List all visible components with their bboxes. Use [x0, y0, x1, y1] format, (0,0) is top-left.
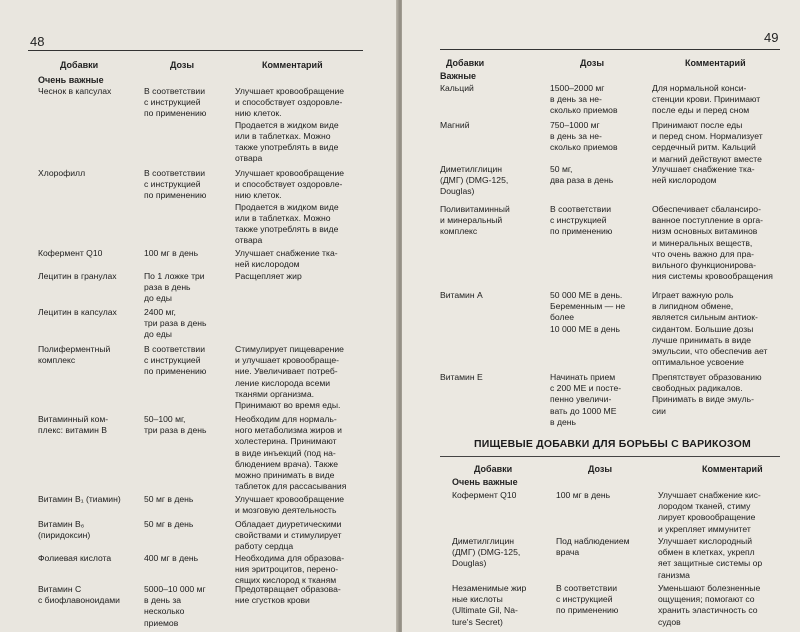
comment-cell: Улучшает снабжение тка- ней кислородом [652, 164, 755, 186]
comment-cell: Препятствует образованию свободных радикалов. Принимать в виде эмуль- сии [652, 372, 762, 416]
supplement-cell: Витамин E [440, 372, 483, 382]
supplement-cell: Витамин B₁ (тиамин) [38, 494, 121, 504]
supplement-cell: Лецитин в капсулах [38, 307, 117, 317]
header-rule [440, 49, 780, 50]
supplement-cell: Витамин A [440, 290, 483, 300]
supplement-cell: Полиферментный комплекс [38, 344, 111, 366]
category-caption: Очень важные [452, 477, 518, 487]
page-number: 49 [764, 30, 779, 45]
supplement-cell: Лецитин в гранулах [38, 271, 117, 281]
supplement-cell: Витамин C с биофлавоноидами [38, 584, 120, 606]
dose-cell: В соответствии с инструкцией по применению [144, 86, 207, 119]
section-rule [440, 456, 780, 457]
column-header-comment: Комментарий [702, 464, 763, 474]
supplement-cell: Кофермент Q10 [38, 248, 103, 258]
section-title: ПИЩЕВЫЕ ДОБАВКИ ДЛЯ БОРЬБЫ С ВАРИКОЗОМ [474, 438, 751, 450]
supplement-cell: Диметилглицин (ДМГ) (DMG-125, Douglas) [440, 164, 509, 197]
supplement-cell: Хлорофилл [38, 168, 86, 178]
page-number: 48 [30, 34, 45, 49]
right-page [402, 0, 800, 632]
header-rule [28, 50, 363, 51]
comment-cell: Улучшает кислородный обмен в клетках, укрепл яет защитные системы ор ганизма [658, 536, 763, 580]
dose-cell: 100 мг в день [556, 490, 611, 500]
comment-cell: Обладает диуретическими свойствами и стимулирует работу сердца [235, 519, 342, 552]
dose-cell: Начинать прием с 200 МЕ и посте- пенно увеличи- вать до 1000 МЕ в день [550, 372, 622, 427]
comment-cell: Необходим для нормаль- ного метаболизма жиров и холестерина. Принимают в виде инъекций (под на- блюдением врача). Также можно принимать в виде таблеток для рассасывания [235, 414, 347, 492]
supplement-cell: Витаминный ком- плекс: витамин B [38, 414, 109, 436]
supplement-cell: Витамин B₆ (пиридоксин) [38, 519, 91, 541]
comment-cell: Улучшает кровообращение и способствует оздоровле- нию клеток. Продается в жидком виде или в таблетках. Можно также употреблять в виде отвара [235, 86, 345, 164]
dose-cell: 50 мг в день [144, 494, 194, 504]
dose-cell: 100 мг в день [144, 248, 199, 258]
column-header-dose: Дозы [170, 60, 195, 70]
comment-cell: Расщепляет жир [235, 271, 302, 281]
dose-cell: 400 мг в день [144, 553, 199, 563]
comment-cell: Улучшает кровообращение и мозговую деятельность [235, 494, 345, 516]
column-header-supplement: Добавки [474, 464, 513, 474]
comment-cell: Играет важную роль в липидном обмене, является сильным антиок- сидантом. Большие дозы лучше принимать в виде эмульсии, что обеспечив ает оптимальное усвоение [652, 290, 768, 368]
comment-cell: Улучшает кровообращение и способствует оздоровле- нию клеток. Продается в жидком виде или в таблетках. Можно также употреблять в виде отвара [235, 168, 345, 246]
dose-cell: 5000–10 000 мг в день за несколько приемов [144, 584, 206, 628]
comment-cell: Обеспечивает сбалансиро- ванное поступление в орга- низм основных витаминов и минеральных веществ, что очень важно для пра- вильного функционирова- ния системы кровообращения [652, 204, 773, 282]
comment-cell: Улучшает снабжение тка- ней кислородом [235, 248, 338, 270]
column-header-supplement: Добавки [60, 60, 99, 70]
supplement-cell: Кофермент Q10 [452, 490, 517, 500]
comment-cell: Для нормальной конси- стенции крови. Принимают после еды и перед сном [652, 83, 761, 116]
comment-cell: Уменьшают болезненные ощущения; помогают со хранить эластичность со судов [658, 583, 761, 627]
left-page [0, 0, 398, 632]
supplement-cell: Кальций [440, 83, 474, 93]
dose-cell: Под наблюдением врача [556, 536, 630, 558]
dose-cell: По 1 ложке три раза в день до еды [144, 271, 205, 304]
column-header-dose: Дозы [588, 464, 613, 474]
category-caption: Очень важные [38, 75, 104, 85]
dose-cell: 750–1000 мг в день за не- сколько приемов [550, 120, 618, 153]
column-header-supplement: Добавки [446, 58, 485, 68]
comment-cell: Принимают после еды и перед сном. Нормализует сердечный ритм. Кальций и магний действуют вместе [652, 120, 763, 164]
column-header-comment: Комментарий [685, 58, 746, 68]
supplement-cell: Поливитаминный и минеральный комплекс [440, 204, 510, 237]
comment-cell: Необходима для образова- ния эритроцитов, перено- сящих кислород к тканям [235, 553, 345, 586]
supplement-cell: Незаменимые жир ные кислоты (Ultimate Gil, Na- ture's Secret) [452, 583, 527, 627]
column-header-comment: Комментарий [262, 60, 323, 70]
dose-cell: В соответствии с инструкцией по применению [144, 168, 207, 201]
dose-cell: 2400 мг, три раза в день до еды [144, 307, 207, 340]
supplement-cell: Фолиевая кислота [38, 553, 112, 563]
category-caption: Важные [440, 71, 477, 81]
comment-cell: Стимулирует пищеварение и улучшает кровообраще- ние. Увеличивает потреб- ление кислорода всеми тканями организма. Принимают во время еды. [235, 344, 344, 411]
dose-cell: В соответствии с инструкцией по применению [556, 583, 619, 616]
dose-cell: 1500–2000 мг в день за не- сколько приемов [550, 83, 618, 116]
dose-cell: 50 000 МЕ в день. Беременным — не более 10 000 МЕ в день [550, 290, 626, 334]
dose-cell: В соответствии с инструкцией по применению [550, 204, 613, 237]
dose-cell: 50–100 мг, три раза в день [144, 414, 207, 436]
supplement-cell: Диметилглицин (ДМГ) (DMG-125, Douglas) [452, 536, 521, 569]
comment-cell: Улучшает снабжение кис- лородом тканей, стиму лирует кровообращение и укрепляет иммунитет [658, 490, 761, 534]
dose-cell: В соответствии с инструкцией по применению [144, 344, 207, 377]
column-header-dose: Дозы [580, 58, 605, 68]
comment-cell: Предотвращает образова- ние сгустков крови [235, 584, 341, 606]
supplement-cell: Магний [440, 120, 470, 130]
dose-cell: 50 мг, два раза в день [550, 164, 614, 186]
supplement-cell: Чеснок в капсулах [38, 86, 112, 96]
dose-cell: 50 мг в день [144, 519, 194, 529]
